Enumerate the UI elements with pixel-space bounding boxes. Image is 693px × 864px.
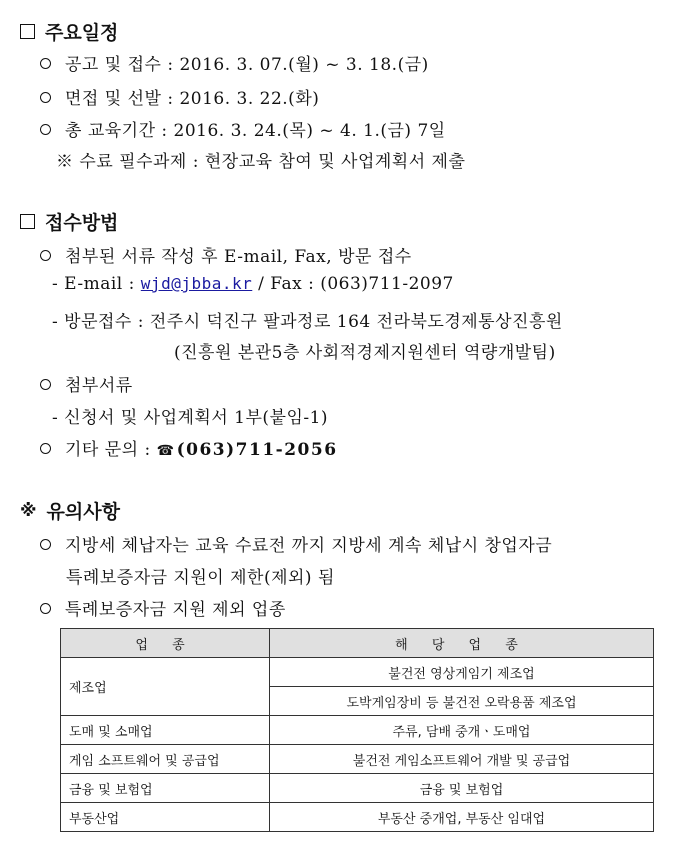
email-link[interactable]: wjd@jbba.kr [140,274,253,293]
table-row [61,745,654,774]
value-cell: 부동산 중개업, 부동산 임대업 [270,803,654,832]
circle-bullet-icon [40,250,51,261]
table-row [61,774,654,803]
circle-bullet-icon [40,443,51,454]
square-bullet-icon [20,214,35,229]
value-cell: 도박게임장비 등 불건전 오락용품 제조업 [270,687,654,716]
category-cell: 부동산업 [61,803,270,832]
square-bullet-icon [20,24,35,39]
category-cell: 제조업 [61,658,270,716]
schedule-item: 공고 및 접수 : 2016. 3. 07.(월) ~ 3. 18.(금) [40,50,429,75]
excluded-industries-table [60,628,654,832]
column-header: 업 종 [61,629,270,658]
section-notice [20,497,120,524]
table-header-row [61,629,654,658]
section-schedule [20,18,118,45]
circle-bullet-icon [40,92,51,103]
section-title: 접수방법 [45,212,119,234]
method-item: 첨부된 서류 작성 후 E-mail, Fax, 방문 접수 [40,242,412,267]
table-row [61,803,654,832]
value-cell: 주류, 담배 중개ㆍ도매업 [270,716,654,745]
schedule-item: 면접 및 선발 : 2016. 3. 22.(화) [40,84,319,109]
value-cell: 금융 및 보험업 [270,774,654,803]
table-row [61,716,654,745]
visit-detail: (진흥원 본관5층 사회적경제지원센터 역량개발팀) [174,343,556,363]
category-cell: 게임 소프트웨어 및 공급업 [61,745,270,774]
notice-item-continued: 특례보증자금 지원이 제한(제외) 됨 [66,568,335,588]
value-cell: 불건전 게임소프트웨어 개발 및 공급업 [270,745,654,774]
column-header: 해 당 업 종 [270,629,654,658]
section-method [20,208,118,235]
reference-mark-icon: ※ [20,500,37,521]
circle-bullet-icon [40,379,51,390]
note-mark: ※ [56,152,74,172]
table-row [61,658,654,687]
section-title: 주요일정 [45,22,119,44]
visit-line: - 방문접수 : 전주시 덕진구 팔과정로 164 전라북도경제통상진흥원 [52,312,563,332]
phone-icon: ☎ [156,443,175,459]
method-item: 기타 문의 : ☎ (063)711-2056 [40,435,338,460]
schedule-item: 총 교육기간 : 2016. 3. 24.(목) ~ 4. 1.(금) 7일 [40,116,446,141]
section-title: 유의사항 [46,501,120,523]
value-cell: 불건전 영상게임기 제조업 [270,658,654,687]
circle-bullet-icon [40,58,51,69]
circle-bullet-icon [40,539,51,550]
phone-number: (063)711-2056 [176,440,338,460]
contact-line: - E-mail : wjd@jbba.kr / Fax : (063)711-2097 [52,274,454,294]
category-cell: 금융 및 보험업 [61,774,270,803]
attachment-line: - 신청서 및 사업계획서 1부(붙임-1) [52,408,329,428]
circle-bullet-icon [40,603,51,614]
circle-bullet-icon [40,124,51,135]
category-cell: 도매 및 소매업 [61,716,270,745]
notice-item: 지방세 체납자는 교육 수료전 까지 지방세 계속 체납시 창업자금 [40,531,552,556]
method-item: 첨부서류 [40,371,133,396]
notice-item: 특례보증자금 지원 제외 업종 [40,595,286,620]
schedule-note: ※ 수료 필수과제 : 현장교육 참여 및 사업계획서 제출 [56,152,466,172]
